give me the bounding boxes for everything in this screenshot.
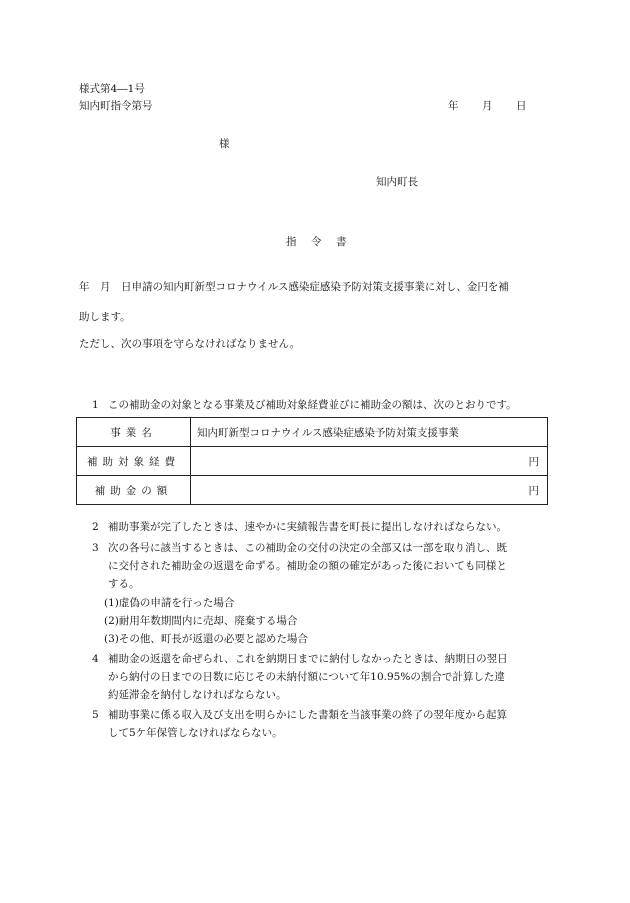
table-value-project: 知内町新型コロナウイルス感染症感染予防対策支援事業 bbox=[191, 418, 548, 447]
item-2-number: 2 bbox=[92, 521, 99, 533]
table-row bbox=[77, 476, 548, 505]
item-5-line-1: 補助事業に係る収入及び支出を明らかにした書類を当該事業の終了の翌年度から起算 bbox=[108, 709, 507, 721]
table-row bbox=[77, 447, 548, 476]
item-1-number: 1 bbox=[92, 399, 99, 411]
addressee-suffix: 様 bbox=[219, 138, 230, 150]
item-2-text: 補助事業が完了したときは、速やかに実績報告書を町長に提出しなければならない。 bbox=[108, 521, 507, 533]
table-label-eligible-expense: 補助対象経費 bbox=[77, 447, 191, 476]
item-1-text: この補助金の対象となる事業及び補助対象経費並びに補助金の額は、次のとおりです。 bbox=[108, 399, 517, 411]
table-value-eligible-expense: 円 bbox=[191, 447, 548, 476]
item-5-line-2: して5ケ年保管しなければならない。 bbox=[108, 727, 283, 739]
document-title: 指 令 書 bbox=[286, 236, 349, 248]
item-5-number: 5 bbox=[92, 709, 99, 721]
body-line-1: 年 月 日申請の知内町新型コロナウイルス感染症感染予防対策支援事業に対し、金円を補 bbox=[79, 281, 509, 293]
body-line-3: ただし、次の事項を守らなければなりません。 bbox=[79, 338, 301, 350]
table-row bbox=[77, 418, 548, 447]
item-3-line-3: する。 bbox=[108, 578, 140, 590]
item-3-line-2: に交付された補助金の返還を命ずる。補助金の額の確定があった後においても同様と bbox=[108, 560, 507, 572]
table-label-project: 事業名 bbox=[77, 418, 191, 447]
table-label-subsidy-amount: 補助金の額 bbox=[77, 476, 191, 505]
body-line-2: 助します。 bbox=[79, 311, 131, 323]
document-number: 知内町指令第号 bbox=[79, 100, 153, 112]
item-4-line-3: 約延滞金を納付しなければならない。 bbox=[108, 689, 287, 701]
item-4-number: 4 bbox=[92, 653, 99, 665]
item-4-line-2: から納付の日までの日数に応じその未納付額について年10.95%の割合で計算した違 bbox=[108, 671, 505, 683]
item-4-line-1: 補助金の返還を命ぜられ、これを納期日までに納付しなかったときは、納期日の翌日 bbox=[108, 653, 508, 665]
date-year: 年 bbox=[448, 100, 459, 112]
issuer-name: 知内町長 bbox=[376, 176, 418, 188]
subsidy-table bbox=[76, 417, 548, 505]
date-month: 月 bbox=[482, 100, 493, 112]
item-3-subitem-2: (2)耐用年数期間内に売却、廃棄する場合 bbox=[104, 615, 298, 627]
item-3-number: 3 bbox=[92, 542, 99, 554]
item-3-line-1: 次の各号に該当するときは、この補助金の交付の決定の全部又は一部を取り消し、既 bbox=[108, 542, 507, 554]
date-day: 日 bbox=[516, 100, 527, 112]
form-number: 様式第4―1号 bbox=[79, 83, 145, 95]
item-3-subitem-1: (1)虚偽の申請を行った場合 bbox=[104, 597, 235, 609]
item-3-subitem-3: (3)その他、町長が返還の必要と認めた場合 bbox=[104, 633, 308, 645]
table-value-subsidy-amount: 円 bbox=[191, 476, 548, 505]
